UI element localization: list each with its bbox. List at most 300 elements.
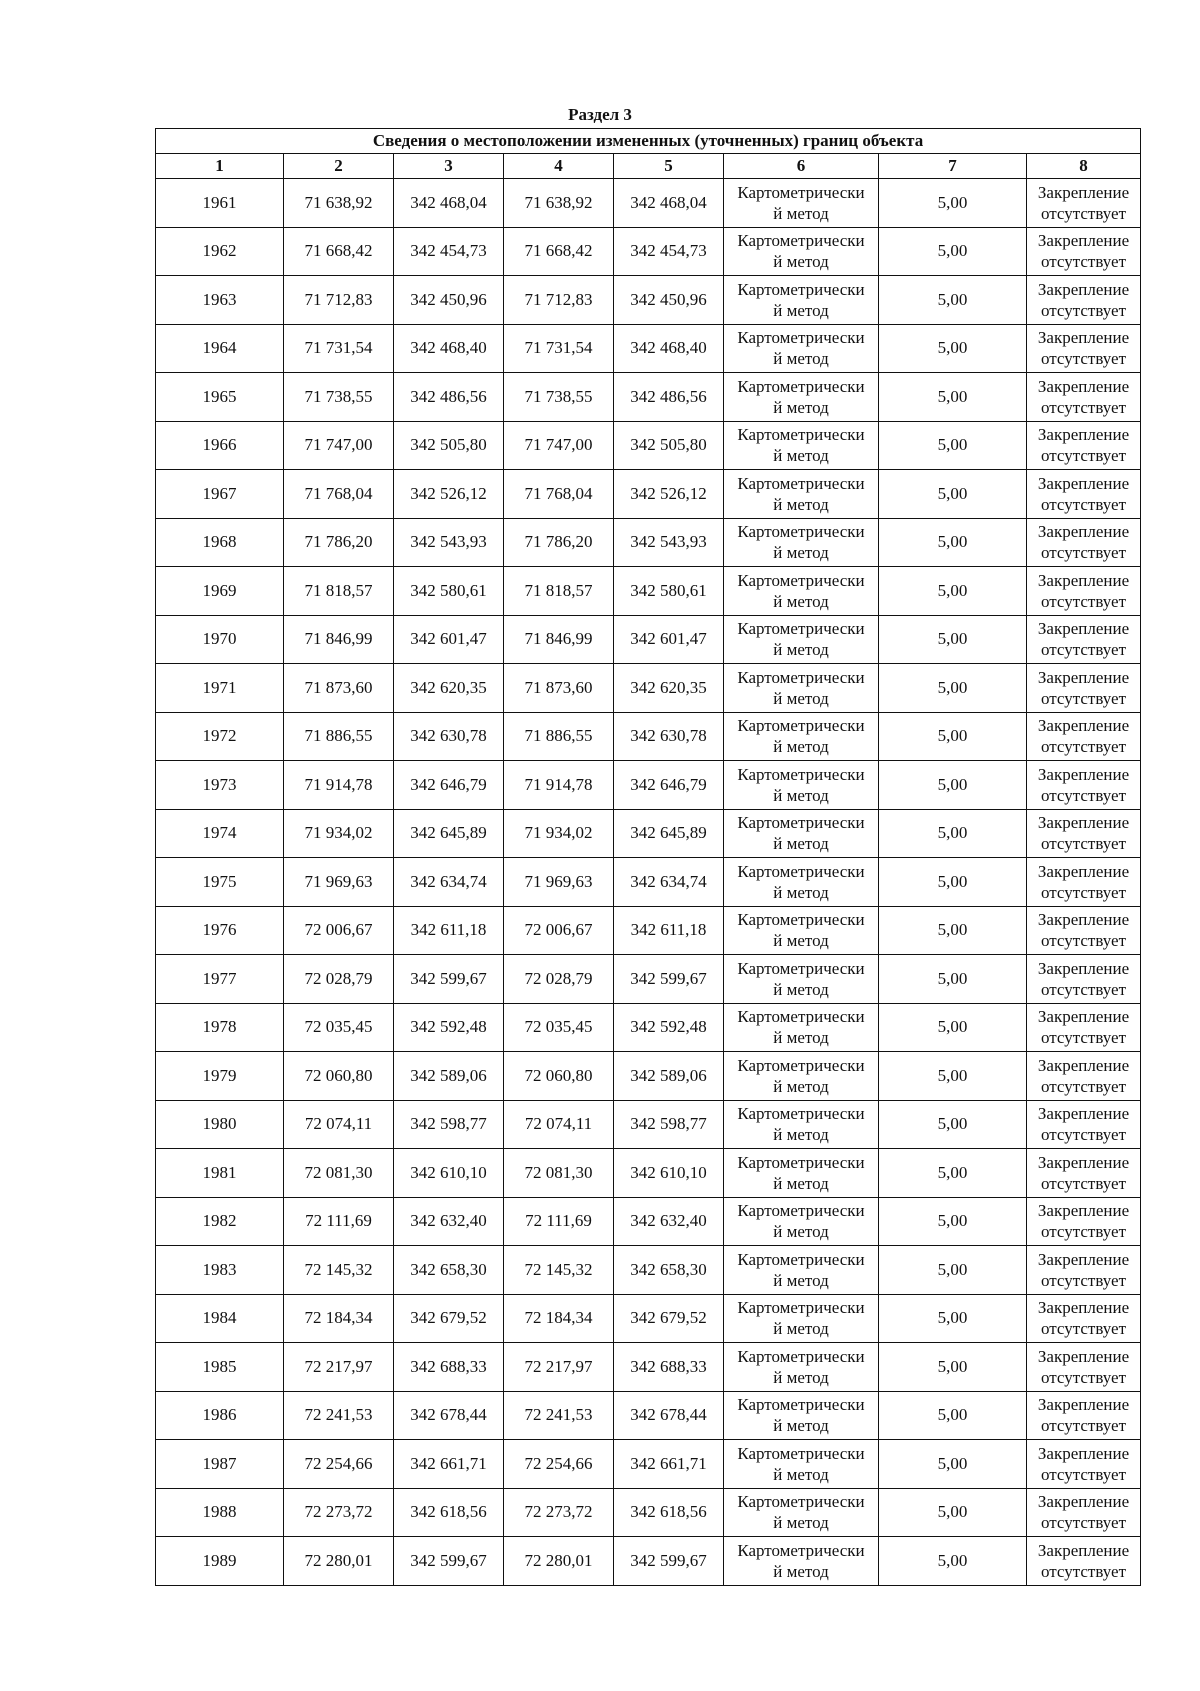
refined-y-cell: 342 543,93 — [614, 518, 724, 567]
method-cell — [724, 1197, 879, 1246]
refined-y-cell: 342 505,80 — [614, 421, 724, 470]
point-number-cell: 1989 — [156, 1537, 284, 1586]
method-text-line: Картометрически — [737, 1346, 865, 1366]
refined-y-cell: 342 630,78 — [614, 712, 724, 761]
method-text-line: й метод — [773, 1561, 829, 1581]
fixing-cell — [1027, 1052, 1141, 1101]
method-text-line: Картометрически — [737, 1055, 865, 1075]
existing-y-cell: 342 630,78 — [394, 712, 504, 761]
fixing-text-line: Закрепление — [1037, 1443, 1130, 1463]
point-number-cell: 1972 — [156, 712, 284, 761]
refined-x-cell: 72 074,11 — [504, 1100, 614, 1149]
fixing-text-line: Закрепление — [1037, 570, 1130, 590]
existing-y-cell: 342 599,67 — [394, 955, 504, 1004]
existing-x-cell: 71 914,78 — [284, 761, 394, 810]
method-cell — [724, 518, 879, 567]
existing-x-cell: 72 241,53 — [284, 1391, 394, 1440]
fixing-text-line: Закрепление — [1037, 425, 1130, 445]
accuracy-cell: 5,00 — [879, 373, 1027, 422]
fixing-text-line: отсутствует — [1040, 979, 1127, 999]
refined-x-cell: 72 145,32 — [504, 1246, 614, 1295]
method-text-line: й метод — [773, 300, 829, 320]
table-body — [156, 129, 1141, 1586]
fixing-cell — [1027, 858, 1141, 907]
method-cell — [724, 373, 879, 422]
refined-x-cell: 71 818,57 — [504, 567, 614, 616]
existing-x-cell: 72 006,67 — [284, 906, 394, 955]
existing-y-cell: 342 634,74 — [394, 858, 504, 907]
accuracy-cell: 5,00 — [879, 955, 1027, 1004]
method-text-line: й метод — [773, 1367, 829, 1387]
method-text-line: й метод — [773, 446, 829, 466]
point-number-cell: 1967 — [156, 470, 284, 519]
existing-y-cell: 342 645,89 — [394, 809, 504, 858]
refined-x-cell: 72 184,34 — [504, 1294, 614, 1343]
refined-x-cell: 72 254,66 — [504, 1440, 614, 1489]
refined-y-cell: 342 634,74 — [614, 858, 724, 907]
method-text-line: й метод — [773, 688, 829, 708]
accuracy-cell: 5,00 — [879, 179, 1027, 228]
existing-y-cell: 342 688,33 — [394, 1343, 504, 1392]
fixing-text-line: Закрепление — [1037, 764, 1130, 784]
fixing-text-line: Закрепление — [1037, 279, 1130, 299]
existing-x-cell: 71 886,55 — [284, 712, 394, 761]
fixing-text-line: отсутствует — [1040, 349, 1127, 369]
existing-x-cell: 71 934,02 — [284, 809, 394, 858]
method-cell — [724, 1003, 879, 1052]
fixing-cell — [1027, 518, 1141, 567]
fixing-cell — [1027, 664, 1141, 713]
fixing-cell — [1027, 179, 1141, 228]
refined-x-cell: 72 006,67 — [504, 906, 614, 955]
existing-y-cell: 342 468,04 — [394, 179, 504, 228]
method-text-line: Картометрически — [737, 861, 865, 881]
existing-x-cell: 72 028,79 — [284, 955, 394, 1004]
refined-x-cell: 71 934,02 — [504, 809, 614, 858]
existing-x-cell: 71 969,63 — [284, 858, 394, 907]
table-row — [156, 809, 1141, 858]
accuracy-cell: 5,00 — [879, 809, 1027, 858]
fixing-text-line: Закрепление — [1037, 1007, 1130, 1027]
refined-x-cell: 71 768,04 — [504, 470, 614, 519]
existing-x-cell: 71 873,60 — [284, 664, 394, 713]
point-number-cell: 1980 — [156, 1100, 284, 1149]
existing-x-cell: 72 254,66 — [284, 1440, 394, 1489]
method-text-line: Картометрически — [737, 425, 865, 445]
method-text-line: й метод — [773, 737, 829, 757]
table-row — [156, 1246, 1141, 1295]
accuracy-cell: 5,00 — [879, 567, 1027, 616]
fixing-cell — [1027, 227, 1141, 276]
fixing-text-line: Закрепление — [1037, 231, 1130, 251]
fixing-text-line: отсутствует — [1040, 203, 1127, 223]
table-row — [156, 567, 1141, 616]
existing-x-cell: 72 184,34 — [284, 1294, 394, 1343]
refined-y-cell: 342 658,30 — [614, 1246, 724, 1295]
fixing-cell — [1027, 324, 1141, 373]
refined-x-cell: 72 241,53 — [504, 1391, 614, 1440]
existing-x-cell: 72 035,45 — [284, 1003, 394, 1052]
table-row — [156, 179, 1141, 228]
table-row — [156, 712, 1141, 761]
fixing-text-line: отсутствует — [1040, 785, 1127, 805]
method-text-line: Картометрически — [737, 1007, 865, 1027]
method-text-line: й метод — [773, 397, 829, 417]
method-text-line: Картометрически — [737, 522, 865, 542]
fixing-cell — [1027, 761, 1141, 810]
method-cell — [724, 1391, 879, 1440]
table-row — [156, 1052, 1141, 1101]
fixing-text-line: Закрепление — [1037, 1346, 1130, 1366]
refined-y-cell: 342 688,33 — [614, 1343, 724, 1392]
existing-y-cell: 342 601,47 — [394, 615, 504, 664]
method-text-line: Картометрически — [737, 813, 865, 833]
method-text-line: Картометрически — [737, 1152, 865, 1172]
table-row — [156, 664, 1141, 713]
method-cell — [724, 470, 879, 519]
method-cell — [724, 858, 879, 907]
point-number-cell: 1988 — [156, 1488, 284, 1537]
existing-y-cell: 342 678,44 — [394, 1391, 504, 1440]
existing-x-cell: 71 846,99 — [284, 615, 394, 664]
method-cell — [724, 761, 879, 810]
method-text-line: Картометрически — [737, 716, 865, 736]
method-cell — [724, 179, 879, 228]
method-text-line: й метод — [773, 1319, 829, 1339]
accuracy-cell: 5,00 — [879, 1537, 1027, 1586]
fixing-text-line: отсутствует — [1040, 882, 1127, 902]
method-text-line: й метод — [773, 640, 829, 660]
fixing-cell — [1027, 1440, 1141, 1489]
refined-x-cell: 71 731,54 — [504, 324, 614, 373]
existing-x-cell: 72 060,80 — [284, 1052, 394, 1101]
refined-y-cell: 342 632,40 — [614, 1197, 724, 1246]
method-text-line: й метод — [773, 1028, 829, 1048]
refined-x-cell: 72 111,69 — [504, 1197, 614, 1246]
section-heading: Раздел 3 — [568, 105, 632, 124]
fixing-text-line: отсутствует — [1040, 1416, 1127, 1436]
method-text-line: й метод — [773, 785, 829, 805]
refined-y-cell: 342 468,40 — [614, 324, 724, 373]
method-cell — [724, 1537, 879, 1586]
existing-x-cell: 71 786,20 — [284, 518, 394, 567]
accuracy-cell: 5,00 — [879, 615, 1027, 664]
fixing-text-line: Закрепление — [1037, 1104, 1130, 1124]
refined-y-cell: 342 486,56 — [614, 373, 724, 422]
method-text-line: Картометрически — [737, 764, 865, 784]
method-text-line: й метод — [773, 252, 829, 272]
existing-x-cell: 71 712,83 — [284, 276, 394, 325]
accuracy-cell: 5,00 — [879, 227, 1027, 276]
refined-x-cell: 71 886,55 — [504, 712, 614, 761]
refined-y-cell: 342 610,10 — [614, 1149, 724, 1198]
point-number-cell: 1977 — [156, 955, 284, 1004]
refined-y-cell: 342 661,71 — [614, 1440, 724, 1489]
refined-y-cell: 342 678,44 — [614, 1391, 724, 1440]
fixing-text-line: отсутствует — [1040, 591, 1127, 611]
method-text-line: Картометрически — [737, 570, 865, 590]
table-caption: Сведения о местоположении измененных (уточненных) границ объекта — [156, 129, 1141, 154]
method-text-line: Картометрически — [737, 1298, 865, 1318]
refined-y-cell: 342 620,35 — [614, 664, 724, 713]
existing-x-cell: 71 818,57 — [284, 567, 394, 616]
existing-y-cell: 342 468,40 — [394, 324, 504, 373]
existing-y-cell: 342 592,48 — [394, 1003, 504, 1052]
method-text-line: й метод — [773, 349, 829, 369]
refined-x-cell: 71 712,83 — [504, 276, 614, 325]
method-text-line: й метод — [773, 203, 829, 223]
accuracy-cell: 5,00 — [879, 1488, 1027, 1537]
refined-x-cell: 72 273,72 — [504, 1488, 614, 1537]
refined-x-cell: 71 914,78 — [504, 761, 614, 810]
method-cell — [724, 421, 879, 470]
method-cell — [724, 1246, 879, 1295]
fixing-text-line: отсутствует — [1040, 688, 1127, 708]
refined-y-cell: 342 599,67 — [614, 1537, 724, 1586]
fixing-cell — [1027, 1246, 1141, 1295]
column-number: 2 — [284, 154, 394, 179]
point-number-cell: 1961 — [156, 179, 284, 228]
fixing-cell — [1027, 1100, 1141, 1149]
refined-x-cell: 71 786,20 — [504, 518, 614, 567]
method-text-line: Картометрически — [737, 328, 865, 348]
method-text-line: Картометрически — [737, 1540, 865, 1560]
table-caption-row — [156, 129, 1141, 154]
accuracy-cell: 5,00 — [879, 858, 1027, 907]
accuracy-cell: 5,00 — [879, 1197, 1027, 1246]
table-row — [156, 1003, 1141, 1052]
refined-x-cell: 72 035,45 — [504, 1003, 614, 1052]
fixing-cell — [1027, 955, 1141, 1004]
table-row — [156, 1391, 1141, 1440]
method-cell — [724, 1149, 879, 1198]
fixing-text-line: отсутствует — [1040, 1028, 1127, 1048]
accuracy-cell: 5,00 — [879, 324, 1027, 373]
method-text-line: й метод — [773, 494, 829, 514]
method-text-line: Картометрически — [737, 1395, 865, 1415]
fixing-text-line: Закрепление — [1037, 1055, 1130, 1075]
existing-y-cell: 342 450,96 — [394, 276, 504, 325]
refined-x-cell: 72 081,30 — [504, 1149, 614, 1198]
fixing-text-line: Закрепление — [1037, 328, 1130, 348]
existing-y-cell: 342 646,79 — [394, 761, 504, 810]
fixing-text-line: Закрепление — [1037, 1395, 1130, 1415]
point-number-cell: 1974 — [156, 809, 284, 858]
point-number-cell: 1983 — [156, 1246, 284, 1295]
existing-x-cell: 71 668,42 — [284, 227, 394, 276]
refined-y-cell: 342 611,18 — [614, 906, 724, 955]
table-row — [156, 1100, 1141, 1149]
point-number-cell: 1982 — [156, 1197, 284, 1246]
fixing-text-line: отсутствует — [1040, 931, 1127, 951]
refined-x-cell: 72 217,97 — [504, 1343, 614, 1392]
method-text-line: й метод — [773, 979, 829, 999]
existing-y-cell: 342 598,77 — [394, 1100, 504, 1149]
existing-y-cell: 342 599,67 — [394, 1537, 504, 1586]
point-number-cell: 1973 — [156, 761, 284, 810]
method-text-line: й метод — [773, 1513, 829, 1533]
fixing-text-line: отсутствует — [1040, 640, 1127, 660]
fixing-text-line: Закрепление — [1037, 1540, 1130, 1560]
refined-y-cell: 342 450,96 — [614, 276, 724, 325]
method-cell — [724, 1488, 879, 1537]
method-cell — [724, 906, 879, 955]
fixing-text-line: Закрепление — [1037, 910, 1130, 930]
existing-x-cell: 71 638,92 — [284, 179, 394, 228]
refined-y-cell: 342 601,47 — [614, 615, 724, 664]
fixing-cell — [1027, 1537, 1141, 1586]
fixing-text-line: Закрепление — [1037, 861, 1130, 881]
method-text-line: й метод — [773, 543, 829, 563]
point-number-cell: 1979 — [156, 1052, 284, 1101]
fixing-text-line: Закрепление — [1037, 619, 1130, 639]
column-number: 7 — [879, 154, 1027, 179]
method-text-line: Картометрически — [737, 1104, 865, 1124]
point-number-cell: 1987 — [156, 1440, 284, 1489]
fixing-cell — [1027, 1488, 1141, 1537]
fixing-text-line: Закрепление — [1037, 473, 1130, 493]
method-text-line: Картометрически — [737, 231, 865, 251]
refined-x-cell: 71 668,42 — [504, 227, 614, 276]
accuracy-cell: 5,00 — [879, 1391, 1027, 1440]
table-row — [156, 1343, 1141, 1392]
column-number: 3 — [394, 154, 504, 179]
existing-y-cell: 342 661,71 — [394, 1440, 504, 1489]
accuracy-cell: 5,00 — [879, 276, 1027, 325]
accuracy-cell: 5,00 — [879, 1440, 1027, 1489]
method-text-line: Картометрически — [737, 1492, 865, 1512]
method-text-line: й метод — [773, 1416, 829, 1436]
method-text-line: Картометрически — [737, 182, 865, 202]
existing-y-cell: 342 618,56 — [394, 1488, 504, 1537]
fixing-text-line: Закрепление — [1037, 1152, 1130, 1172]
refined-y-cell: 342 589,06 — [614, 1052, 724, 1101]
method-text-line: й метод — [773, 1270, 829, 1290]
fixing-cell — [1027, 1391, 1141, 1440]
refined-y-cell: 342 679,52 — [614, 1294, 724, 1343]
method-text-line: Картометрически — [737, 910, 865, 930]
method-cell — [724, 712, 879, 761]
refined-x-cell: 71 846,99 — [504, 615, 614, 664]
fixing-text-line: отсутствует — [1040, 494, 1127, 514]
method-cell — [724, 615, 879, 664]
method-text-line: й метод — [773, 1464, 829, 1484]
fixing-cell — [1027, 1197, 1141, 1246]
existing-y-cell: 342 611,18 — [394, 906, 504, 955]
accuracy-cell: 5,00 — [879, 470, 1027, 519]
accuracy-cell: 5,00 — [879, 664, 1027, 713]
point-number-cell: 1970 — [156, 615, 284, 664]
fixing-text-line: отсутствует — [1040, 1222, 1127, 1242]
fixing-text-line: Закрепление — [1037, 376, 1130, 396]
refined-y-cell: 342 599,67 — [614, 955, 724, 1004]
method-text-line: й метод — [773, 591, 829, 611]
method-cell — [724, 809, 879, 858]
existing-y-cell: 342 632,40 — [394, 1197, 504, 1246]
existing-x-cell: 72 273,72 — [284, 1488, 394, 1537]
accuracy-cell: 5,00 — [879, 1343, 1027, 1392]
method-cell — [724, 227, 879, 276]
fixing-text-line: отсутствует — [1040, 1464, 1127, 1484]
fixing-text-line: Закрепление — [1037, 813, 1130, 833]
table-row — [156, 1537, 1141, 1586]
fixing-cell — [1027, 906, 1141, 955]
fixing-text-line: Закрепление — [1037, 1201, 1130, 1221]
point-number-cell: 1968 — [156, 518, 284, 567]
table-row — [156, 518, 1141, 567]
table-row — [156, 761, 1141, 810]
fixing-text-line: Закрепление — [1037, 1249, 1130, 1269]
accuracy-cell: 5,00 — [879, 1246, 1027, 1295]
table-row — [156, 1294, 1141, 1343]
point-number-cell: 1985 — [156, 1343, 284, 1392]
refined-y-cell: 342 592,48 — [614, 1003, 724, 1052]
method-cell — [724, 955, 879, 1004]
accuracy-cell: 5,00 — [879, 1003, 1027, 1052]
refined-y-cell: 342 468,04 — [614, 179, 724, 228]
existing-x-cell: 72 111,69 — [284, 1197, 394, 1246]
table-row — [156, 906, 1141, 955]
table-row — [156, 276, 1141, 325]
table-row — [156, 1197, 1141, 1246]
fixing-cell — [1027, 470, 1141, 519]
fixing-text-line: отсутствует — [1040, 446, 1127, 466]
fixing-text-line: Закрепление — [1037, 1298, 1130, 1318]
method-cell — [724, 664, 879, 713]
fixing-cell — [1027, 615, 1141, 664]
table-row — [156, 615, 1141, 664]
refined-x-cell: 71 738,55 — [504, 373, 614, 422]
method-text-line: Картометрически — [737, 1443, 865, 1463]
method-text-line: Картометрически — [737, 667, 865, 687]
column-number: 1 — [156, 154, 284, 179]
existing-x-cell: 71 738,55 — [284, 373, 394, 422]
fixing-cell — [1027, 1149, 1141, 1198]
existing-x-cell: 72 145,32 — [284, 1246, 394, 1295]
column-number: 5 — [614, 154, 724, 179]
column-number: 8 — [1027, 154, 1141, 179]
method-text-line: й метод — [773, 834, 829, 854]
existing-x-cell: 72 280,01 — [284, 1537, 394, 1586]
fixing-text-line: отсутствует — [1040, 1270, 1127, 1290]
column-number: 4 — [504, 154, 614, 179]
accuracy-cell: 5,00 — [879, 421, 1027, 470]
fixing-text-line: отсутствует — [1040, 737, 1127, 757]
point-number-cell: 1971 — [156, 664, 284, 713]
method-text-line: Картометрически — [737, 1249, 865, 1269]
refined-y-cell: 342 598,77 — [614, 1100, 724, 1149]
refined-y-cell: 342 618,56 — [614, 1488, 724, 1537]
accuracy-cell: 5,00 — [879, 1052, 1027, 1101]
fixing-cell — [1027, 421, 1141, 470]
existing-y-cell: 342 486,56 — [394, 373, 504, 422]
method-text-line: Картометрически — [737, 376, 865, 396]
fixing-text-line: отсутствует — [1040, 543, 1127, 563]
method-text-line: й метод — [773, 1076, 829, 1096]
table-row — [156, 324, 1141, 373]
method-cell — [724, 1052, 879, 1101]
point-number-cell: 1981 — [156, 1149, 284, 1198]
fixing-cell — [1027, 809, 1141, 858]
fixing-cell — [1027, 276, 1141, 325]
fixing-text-line: Закрепление — [1037, 667, 1130, 687]
fixing-cell — [1027, 1003, 1141, 1052]
point-number-cell: 1963 — [156, 276, 284, 325]
method-text-line: Картометрически — [737, 619, 865, 639]
refined-x-cell: 71 638,92 — [504, 179, 614, 228]
method-text-line: й метод — [773, 882, 829, 902]
refined-x-cell: 71 969,63 — [504, 858, 614, 907]
